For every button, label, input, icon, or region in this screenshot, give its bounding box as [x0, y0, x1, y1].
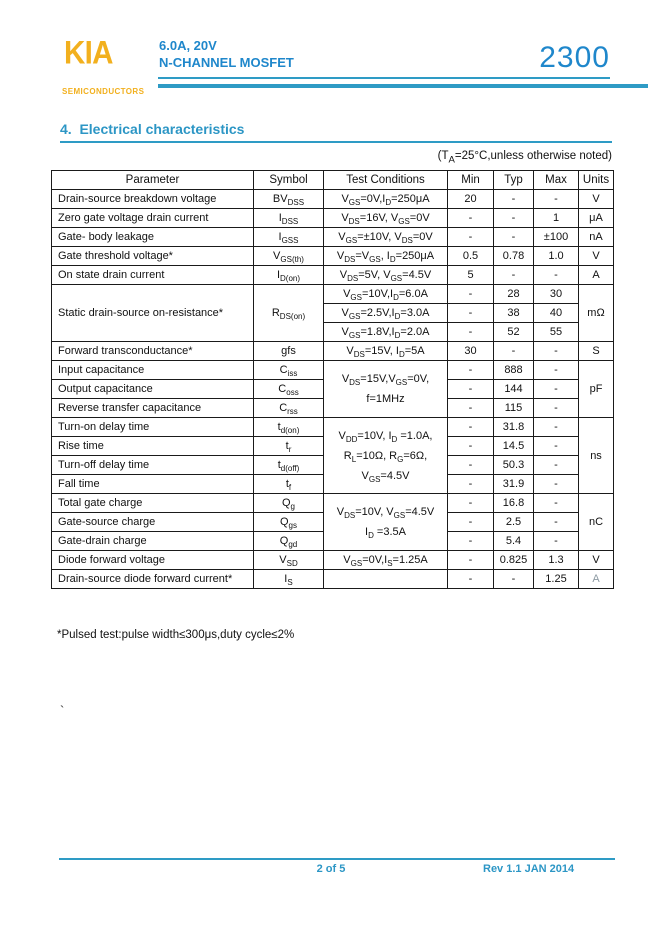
min-cell: - [448, 532, 494, 551]
header-min: Min [448, 171, 494, 190]
max-cell: ±100 [534, 228, 579, 247]
min-cell: - [448, 475, 494, 494]
symbol-cell: $I_{DSS}$ [254, 209, 324, 228]
cond-cell: $V_{GS}=2.5V,I_D=3.0A$ [324, 304, 448, 323]
units-cell: mΩ [579, 285, 614, 342]
param-cell: Output capacitance [52, 380, 254, 399]
max-cell: - [534, 437, 579, 456]
min-cell: - [448, 228, 494, 247]
min-cell: - [448, 361, 494, 380]
logo-tagline: SEMICONDUCTORS [62, 87, 145, 96]
typ-cell: - [494, 228, 534, 247]
typ-cell: 144 [494, 380, 534, 399]
min-cell: - [448, 399, 494, 418]
min-cell: 30 [448, 342, 494, 361]
typ-cell: 888 [494, 361, 534, 380]
units-cell: V [579, 190, 614, 209]
header-rule-thick [158, 84, 648, 88]
typ-cell: 0.78 [494, 247, 534, 266]
typ-cell: 0.825 [494, 551, 534, 570]
cond-cell: $V_{GS}=\pm 10V$, $V_{DS}=0V$ [324, 228, 448, 247]
typ-cell: 31.8 [494, 418, 534, 437]
max-cell: 1.3 [534, 551, 579, 570]
symbol-cell: $BV_{DSS}$ [254, 190, 324, 209]
min-cell: 0.5 [448, 247, 494, 266]
param-cell: Total gate charge [52, 494, 254, 513]
max-cell: - [534, 418, 579, 437]
typ-cell: 14.5 [494, 437, 534, 456]
typ-cell: - [494, 190, 534, 209]
table-row [52, 551, 614, 570]
cond-cell: $V_{DS}=15V,V_{GS}=0V$, f=1MHz [324, 361, 448, 418]
param-cell: Forward transconductance* [52, 342, 254, 361]
typ-cell: - [494, 570, 534, 589]
footer-rule [59, 858, 615, 860]
table-header-row [52, 171, 614, 190]
max-cell: - [534, 532, 579, 551]
typ-cell: 2.5 [494, 513, 534, 532]
section-title: 4. Electrical characteristics [60, 121, 612, 143]
cond-cell: $V_{DD}=10V$, $I_D =1.0A$, $R_L=10\Omega$, $R_G=6\Omega$, $V_{GS}=4.5V$ [324, 418, 448, 494]
cond-cell: $V_{DS}=5V$, $V_{GS}=4.5V$ [324, 266, 448, 285]
max-cell: - [534, 399, 579, 418]
header-max: Max [534, 171, 579, 190]
min-cell: - [448, 570, 494, 589]
symbol-cell: $t_{d(off)}$ [254, 456, 324, 475]
table-row [52, 494, 614, 513]
table-row [52, 247, 614, 266]
header-rule-thin [158, 77, 610, 79]
cond-cell: $V_{GS}=1.8V,I_D=2.0A$ [324, 323, 448, 342]
revision-label: Rev 1.1 JAN 2014 [483, 863, 575, 875]
units-cell: V [579, 247, 614, 266]
param-cell: Drain-source breakdown voltage [52, 190, 254, 209]
typ-cell: 31.9 [494, 475, 534, 494]
symbol-cell: $C_{rss}$ [254, 399, 324, 418]
symbol-cell: $C_{oss}$ [254, 380, 324, 399]
symbol-cell: $R_{DS(on)}$ [254, 285, 324, 342]
units-cell: A [579, 570, 614, 589]
max-cell: 1.25 [534, 570, 579, 589]
param-cell: Diode forward voltage [52, 551, 254, 570]
max-cell: 55 [534, 323, 579, 342]
units-cell: μA [579, 209, 614, 228]
header-typ: Typ [494, 171, 534, 190]
min-cell: - [448, 209, 494, 228]
typ-cell: 5.4 [494, 532, 534, 551]
typ-cell: 52 [494, 323, 534, 342]
page-indicator: 2 of 5 [316, 863, 346, 875]
max-cell: 1 [534, 209, 579, 228]
param-cell: Drain-source diode forward current* [52, 570, 254, 589]
units-cell: ns [579, 418, 614, 494]
param-cell: Gate threshold voltage* [52, 247, 254, 266]
units-cell: S [579, 342, 614, 361]
typ-cell: - [494, 266, 534, 285]
symbol-cell: $V_{GS(th)}$ [254, 247, 324, 266]
part-number: 2300 [539, 41, 610, 74]
max-cell: - [534, 513, 579, 532]
max-cell: 30 [534, 285, 579, 304]
symbol-cell: $Q_{gs}$ [254, 513, 324, 532]
cond-cell: $V_{DS}=10V$, $V_{GS}=4.5V$ $I_D =3.5A$ [324, 494, 448, 551]
param-cell: Rise time [52, 437, 254, 456]
max-cell: - [534, 266, 579, 285]
min-cell: - [448, 494, 494, 513]
table-row [52, 209, 614, 228]
symbol-cell: $Q_g$ [254, 494, 324, 513]
min-cell: - [448, 513, 494, 532]
max-cell: 40 [534, 304, 579, 323]
table-row [52, 418, 614, 437]
min-cell: - [448, 304, 494, 323]
rating-line: 6.0A, 20V [159, 38, 217, 53]
table-row [52, 228, 614, 247]
typ-cell: - [494, 209, 534, 228]
min-cell: 5 [448, 266, 494, 285]
param-cell: Zero gate voltage drain current [52, 209, 254, 228]
param-cell: Gate-source charge [52, 513, 254, 532]
max-cell: - [534, 494, 579, 513]
min-cell: - [448, 551, 494, 570]
max-cell: - [534, 190, 579, 209]
table-row [52, 361, 614, 380]
min-cell: - [448, 456, 494, 475]
symbol-cell: $t_{d(on)}$ [254, 418, 324, 437]
units-cell: V [579, 551, 614, 570]
symbol-cell: $I_{D(on)}$ [254, 266, 324, 285]
param-cell: Gate-drain charge [52, 532, 254, 551]
table-row [52, 285, 614, 304]
min-cell: - [448, 437, 494, 456]
param-cell: Gate- body leakage [52, 228, 254, 247]
min-cell: - [448, 285, 494, 304]
table-row [52, 570, 614, 589]
device-type: N-CHANNEL MOSFET [159, 55, 294, 70]
device-spec-block [159, 37, 294, 71]
symbol-cell: $t_r$ [254, 437, 324, 456]
param-cell: Turn-off delay time [52, 456, 254, 475]
typ-cell: 38 [494, 304, 534, 323]
typ-cell: - [494, 342, 534, 361]
cond-cell [324, 570, 448, 589]
table-row [52, 266, 614, 285]
cond-cell: $V_{DS}=16V$, $V_{GS}=0V$ [324, 209, 448, 228]
header-test-conditions: Test Conditions [324, 171, 448, 190]
min-cell: 20 [448, 190, 494, 209]
symbol-cell: $Q_{gd}$ [254, 532, 324, 551]
typ-cell: 16.8 [494, 494, 534, 513]
header-symbol: Symbol [254, 171, 324, 190]
units-cell: A [579, 266, 614, 285]
units-cell: nC [579, 494, 614, 551]
symbol-cell: $t_f$ [254, 475, 324, 494]
conditions-note: ($T_A=25^\circ C,unless$ otherwise noted) [437, 150, 612, 166]
symbol-cell: $I_{GSS}$ [254, 228, 324, 247]
cond-cell: $V_{GS}=0V,I_S=1.25A$ [324, 551, 448, 570]
param-cell: Static drain-source on-resistance* [52, 285, 254, 342]
electrical-characteristics-table [51, 170, 614, 589]
table-row [52, 190, 614, 209]
units-cell: nA [579, 228, 614, 247]
max-cell: - [534, 475, 579, 494]
cond-cell: $V_{DS}=V_{GS}$, $I_D=250\mu A$ [324, 247, 448, 266]
symbol-cell: $V_{SD}$ [254, 551, 324, 570]
units-cell: pF [579, 361, 614, 418]
param-cell: Reverse transfer capacitance [52, 399, 254, 418]
param-cell: Fall time [52, 475, 254, 494]
max-cell: - [534, 380, 579, 399]
max-cell: - [534, 456, 579, 475]
typ-cell: 50.3 [494, 456, 534, 475]
cond-cell: $V_{GS}=0V,I_D=250\mu A$ [324, 190, 448, 209]
header-units: Units [579, 171, 614, 190]
kia-logo: KIA [64, 34, 113, 71]
min-cell: - [448, 418, 494, 437]
param-cell: Turn-on delay time [52, 418, 254, 437]
max-cell: - [534, 361, 579, 380]
stray-mark: ` [60, 703, 65, 718]
header-parameter: Parameter [52, 171, 254, 190]
table-row [52, 342, 614, 361]
param-cell: On state drain current [52, 266, 254, 285]
pulsed-test-footnote: *Pulsed test:pulse width≤300μs,duty cycle≤2% [57, 629, 295, 641]
min-cell: - [448, 323, 494, 342]
typ-cell: 28 [494, 285, 534, 304]
param-cell: Input capacitance [52, 361, 254, 380]
max-cell: - [534, 342, 579, 361]
symbol-cell: $C_{iss}$ [254, 361, 324, 380]
cond-cell: $V_{DS}=15V$, $I_D=5A$ [324, 342, 448, 361]
symbol-cell: $I_S$ [254, 570, 324, 589]
max-cell: 1.0 [534, 247, 579, 266]
typ-cell: 115 [494, 399, 534, 418]
min-cell: - [448, 380, 494, 399]
cond-cell: $V_{GS}=10V,I_D=6.0A$ [324, 285, 448, 304]
symbol-cell: gfs [254, 342, 324, 361]
